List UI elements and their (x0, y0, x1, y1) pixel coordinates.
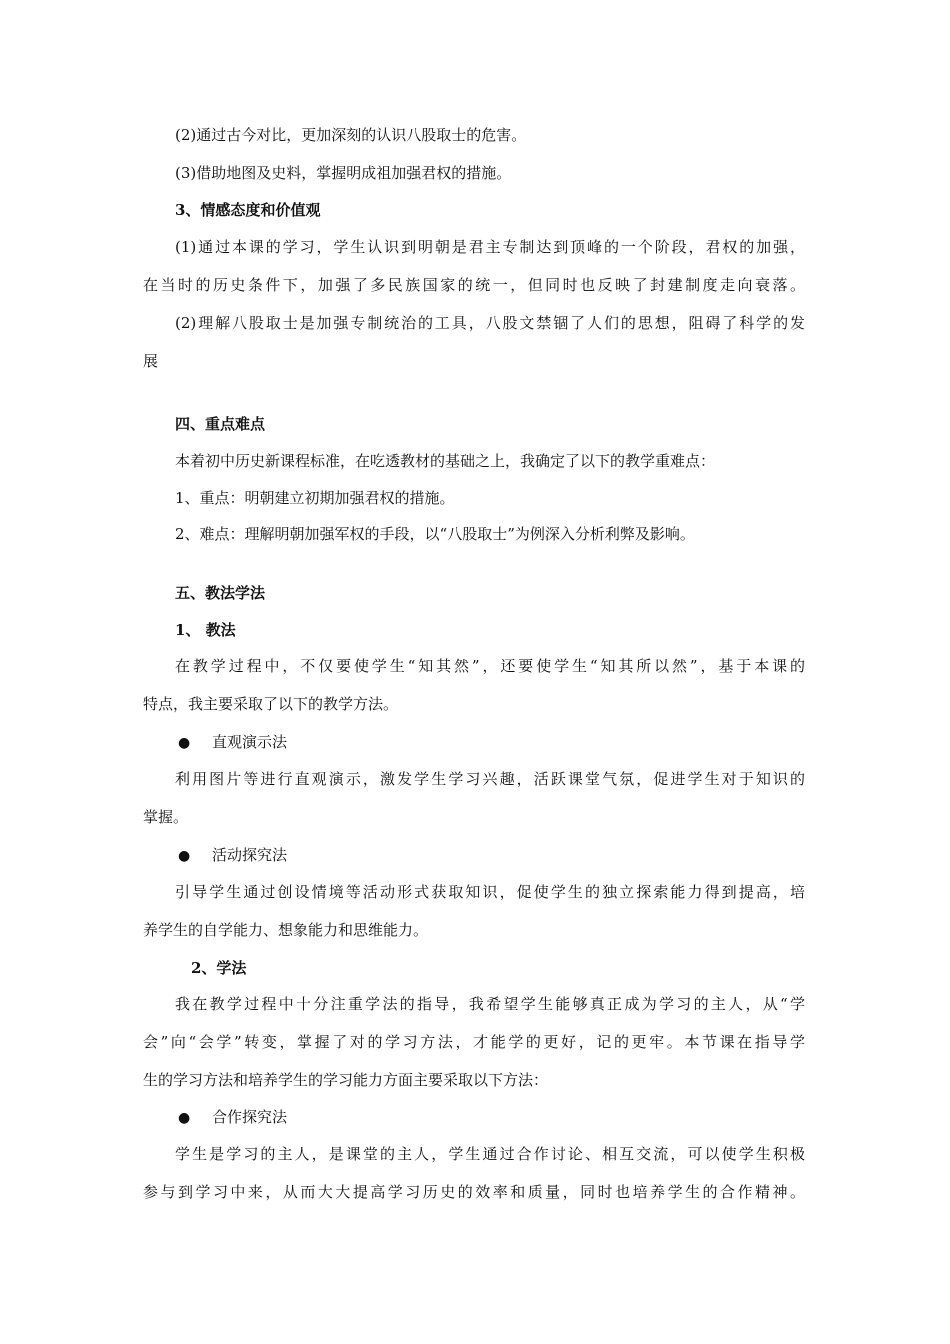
bullet-icon: ● (178, 1110, 191, 1126)
paragraph-line: 展 (143, 352, 159, 370)
objective-2: (2)通过古今对比，更加深刻的认识八股取士的危害。 (175, 126, 527, 144)
paragraph-line: 引导学生通过创设情境等活动形式获取知识，促使学生的独立探索能力得到提高，培 (175, 883, 805, 901)
paragraph-line: 养学生的自学能力、想象能力和思维能力。 (143, 921, 429, 939)
bullet-icon: ● (178, 735, 191, 751)
difficult-point: 2、难点：理解明朝加强军权的手段，以“八股取士”为例深入分析利弊及影响。 (175, 525, 695, 543)
paragraph-line: 在教学过程中，不仅要使学生“知其然”，还要使学生“知其所以然”，基于本课的 (175, 657, 805, 675)
paragraph-line: 我在教学过程中十分注重学法的指导，我希望学生能够真正成为学习的主人，从“学 (175, 995, 805, 1013)
heading-key-points: 四、重点难点 (175, 415, 266, 433)
heading-teaching-methods: 五、教法学法 (175, 584, 266, 602)
paragraph-line: 在当时的历史条件下，加强了多民族国家的统一，但同时也反映了封建制度走向衰落。 (143, 276, 805, 294)
paragraph-line: 利用图片等进行直观演示，激发学生学习兴趣，活跃课堂气氛，促进学生对于知识的 (175, 770, 805, 788)
key-point: 1、重点：明朝建立初期加强君权的措施。 (175, 489, 455, 507)
paragraph-line: 本着初中历史新课程标准，在吃透教材的基础之上，我确定了以下的教学重难点： (175, 452, 716, 470)
method-name: 直观演示法 (212, 733, 288, 751)
paragraph-line: 参与到学习中来，从而大大提高学习历史的效率和质量，同时也培养学生的合作精神。 (143, 1183, 805, 1201)
heading-emotion-values: 3、情感态度和价值观 (175, 201, 321, 219)
paragraph-line: 掌握。 (143, 808, 189, 826)
subheading-learning: 2、学法 (191, 959, 247, 977)
paragraph-line: (1)通过本课的学习，学生认识到明朝是君主专制达到顶峰的一个阶段，君权的加强， (175, 238, 805, 256)
method-name: 活动探究法 (212, 846, 288, 864)
method-name: 合作探究法 (212, 1108, 288, 1126)
subheading-teaching: 1、 教法 (175, 621, 236, 639)
bullet-icon: ● (178, 848, 191, 864)
paragraph-line: 生的学习方法和培养学生的学习能力方面主要采取以下方法： (143, 1071, 549, 1089)
paragraph-line: 特点，我主要采取了以下的教学方法。 (143, 695, 399, 713)
paragraph-line: 会”向“会学”转变，掌握了对的学习方法，才能学的更好，记的更牢。本节课在指导学 (143, 1033, 805, 1051)
objective-3: (3)借助地图及史料，掌握明成祖加强君权的措施。 (175, 164, 512, 182)
paragraph-line: (2)理解八股取士是加强专制统治的工具，八股文禁锢了人们的思想，阻碍了科学的发 (175, 314, 805, 332)
paragraph-line: 学生是学习的主人，是课堂的主人，学生通过合作讨论、相互交流，可以使学生积极 (175, 1145, 805, 1163)
